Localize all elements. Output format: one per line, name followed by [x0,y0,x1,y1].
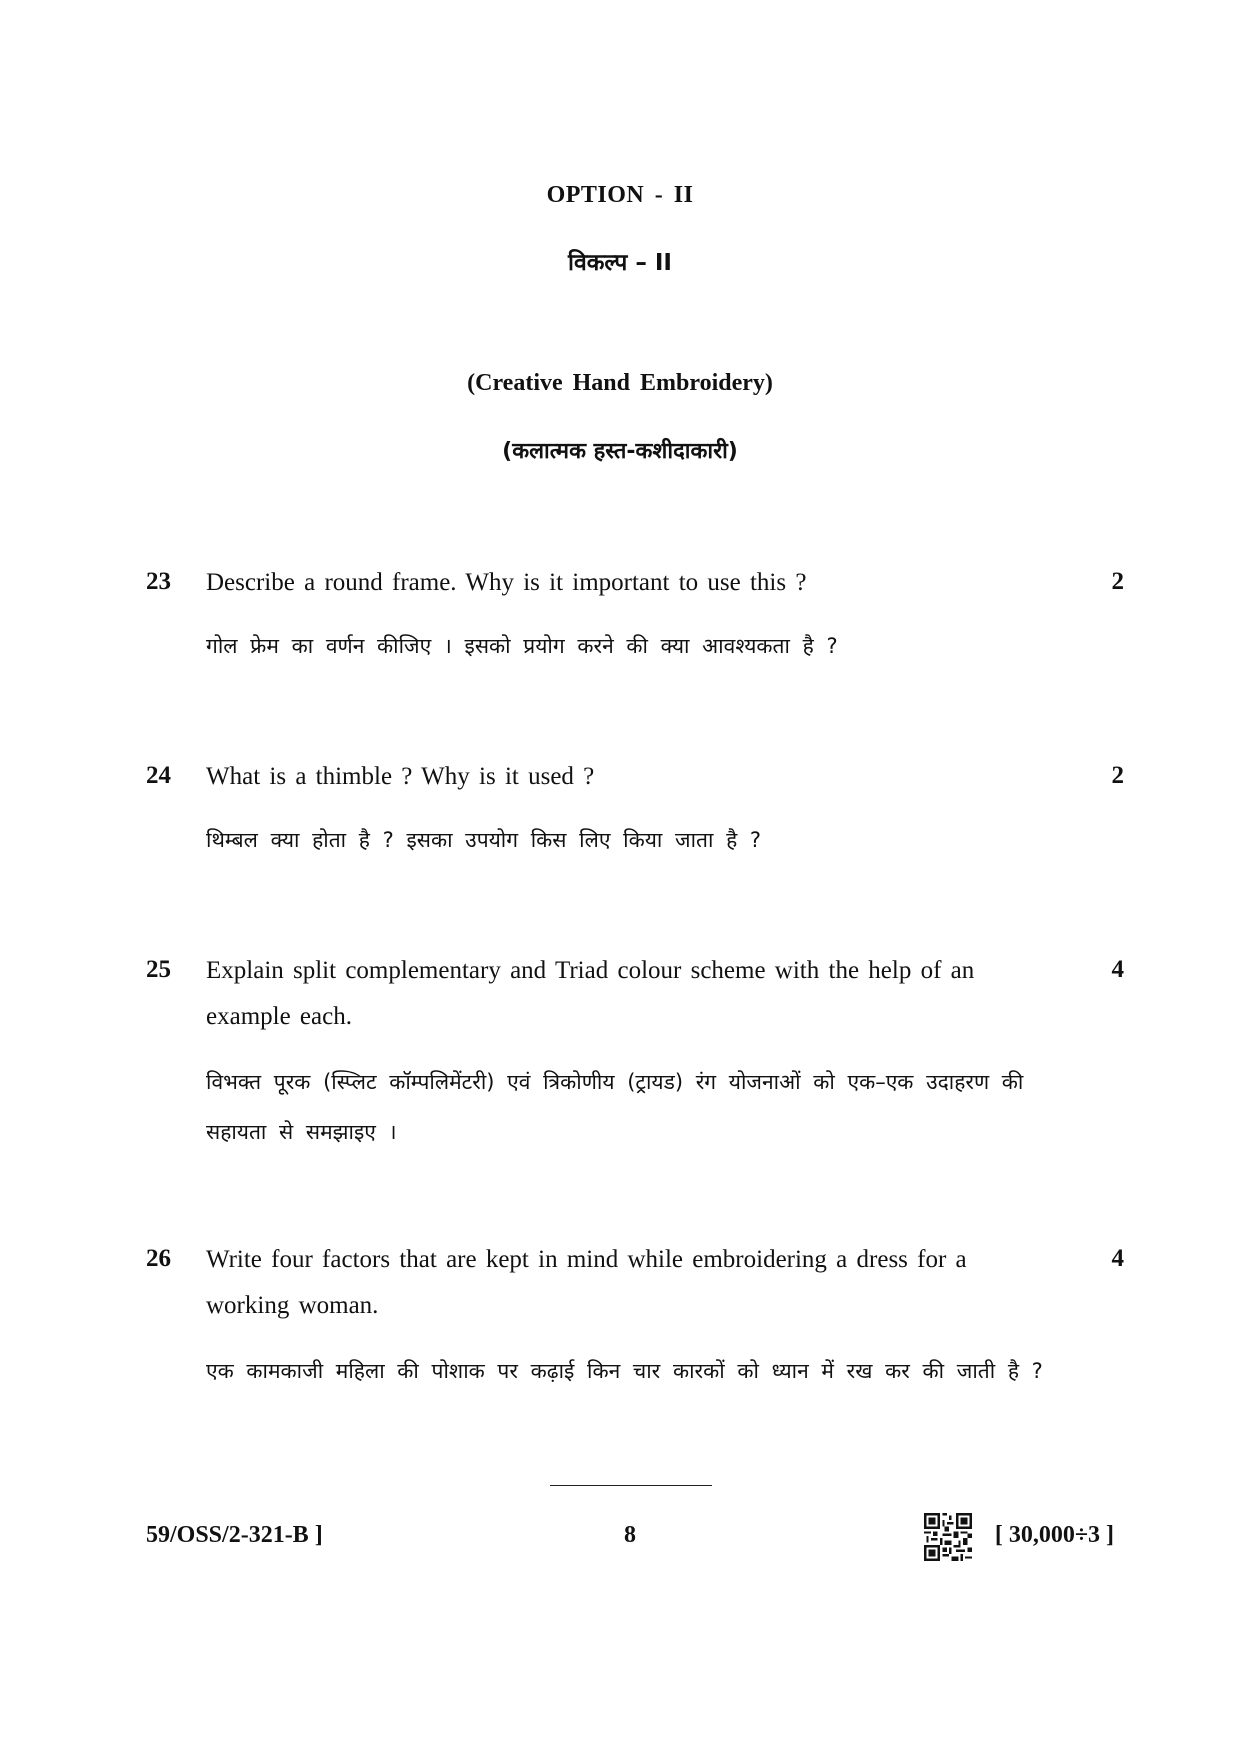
question-text-english: Explain split complementary and Triad colour scheme with the help of an example each. [206,957,975,1030]
question-marks: 4 [1111,1245,1124,1272]
section-title-hindi: (कलात्मक हस्त-कशीदाकारी) [502,439,738,464]
question-marks: 2 [1111,762,1124,789]
option-title-hindi: विकल्प – II [568,250,672,276]
question-marks: 4 [1111,956,1124,983]
question-text-hindi: गोल फ्रेम का वर्णन कीजिए । इसको प्रयोग करने की क्या आवश्यकता है ? [206,634,838,658]
question-number: 25 [146,956,171,983]
question-text-hindi: एक कामकाजी महिला की पोशाक पर कढ़ाई किन चार कारकों को ध्यान में रख कर की जाती है ? [206,1359,1043,1383]
question-number: 23 [146,568,171,595]
qr-code-icon [924,1513,972,1561]
question-text-english: What is a thimble ? Why is it used ? [206,763,595,790]
question-text-english: Write four factors that are kept in mind while embroidering a dress for a working woman. [206,1246,967,1319]
question-number: 26 [146,1245,171,1272]
option-title: OPTION - II [546,182,694,208]
footer-divider [550,1485,712,1486]
question-number: 24 [146,762,171,789]
print-info: [ 30,000÷3 ] [994,1522,1114,1548]
question-text-hindi: विभक्त पूरक (स्प्लिट कॉम्पलिमेंटरी) एवं त्रिकोणीय (ट्रायड) रंग योजनाओं को एक–एक उदाहरण की सहायता से समझाइए । [206,1070,1024,1144]
question-text-hindi: थिम्बल क्या होता है ? इसका उपयोग किस लिए किया जाता है ? [206,828,762,852]
paper-code: 59/OSS/2-321-B ] [146,1522,323,1548]
question-marks: 2 [1111,568,1124,595]
question-text-english: Describe a round frame. Why is it important to use this ? [206,569,807,596]
section-title: (Creative Hand Embroidery) [467,370,773,396]
page-number: 8 [624,1522,636,1548]
